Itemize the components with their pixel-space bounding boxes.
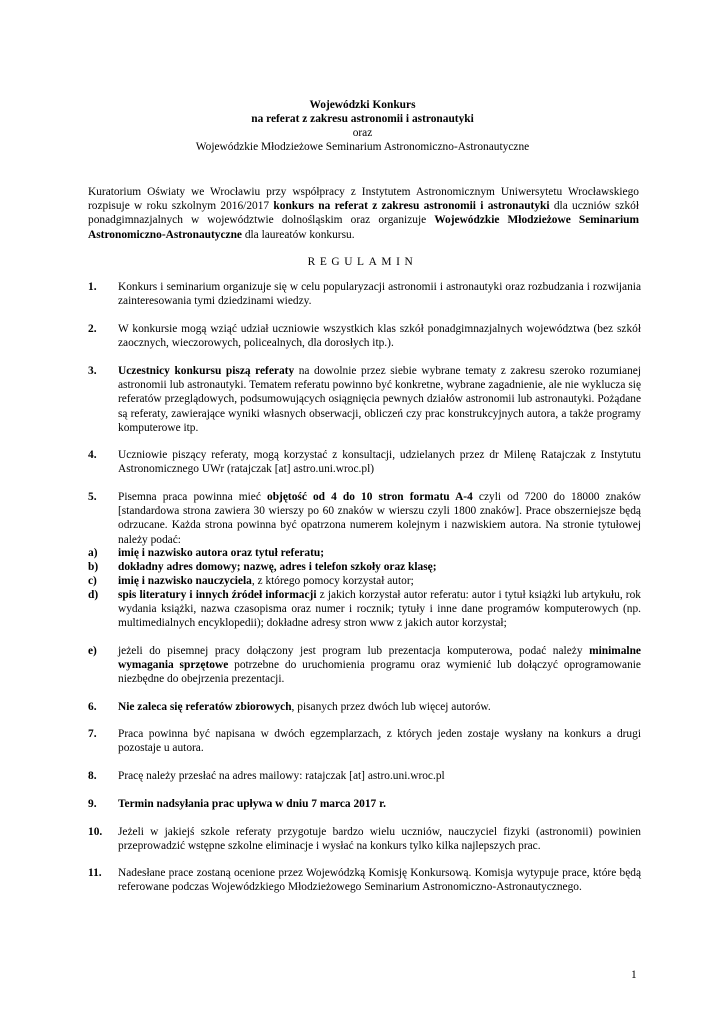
rule-9 bbox=[88, 797, 641, 811]
sub-text bbox=[118, 574, 641, 588]
sub-bold: imię i nazwisko nauczyciela bbox=[118, 575, 252, 587]
rule-text-1: Pisemna praca powinna mieć bbox=[118, 491, 268, 503]
rule-bold: objętość od 4 do 10 stron formatu A-4 bbox=[267, 491, 473, 503]
intro-text-2: dla uczniów szkół ponadgimnazjalnych w województwie dolnośląskim oraz organizuje bbox=[88, 200, 639, 227]
intro-bold-1: konkurs na referat z zakresu astronomii i astronautyki bbox=[273, 200, 550, 213]
rule-7 bbox=[88, 727, 641, 755]
rule-2 bbox=[88, 322, 641, 350]
intro-text-3: dla laureatów konkursu. bbox=[241, 228, 355, 241]
rule-5-a bbox=[88, 546, 641, 560]
intro-paragraph bbox=[88, 185, 639, 242]
sub-label: a) bbox=[88, 547, 98, 559]
rule-text: Uczniowie piszący referaty, mogą korzystać z konsultacji, udzielanych przez dr Milenę Ratajczak z Instytutu Astronomicznego UWr (ratajczak [at] astro.uni.wroc.pl) bbox=[118, 449, 641, 476]
rule-number: 5. bbox=[88, 491, 97, 503]
rule-5-b bbox=[88, 560, 641, 574]
rule-10 bbox=[88, 825, 641, 853]
rule-bold: Nie zaleca się referatów zbiorowych bbox=[118, 701, 292, 713]
rule-number: 8. bbox=[88, 770, 97, 782]
rule-text: Termin nadsyłania prac upływa w dniu 7 marca 2017 r. bbox=[118, 798, 386, 810]
rule-text: Konkurs i seminarium organizuje się w celu popularyzacji astronomii i astronautyki oraz rozbudzania i rozwijania zainteresowania tymi dziedzinami wiedzy. bbox=[118, 281, 641, 308]
rule-5-d bbox=[88, 588, 641, 631]
sub-label: d) bbox=[88, 589, 99, 601]
sub-text bbox=[118, 588, 641, 631]
sub-text bbox=[118, 644, 641, 687]
rule-text-rest: , pisanych przez dwóch lub więcej autorów. bbox=[291, 701, 491, 713]
sub-bold: minimalne wymagania sprzętowe bbox=[118, 645, 641, 672]
rule-text: Nadesłane prace zostaną ocenione przez Wojewódzką Komisję Konkursową. Komisja wytypuje prace, które będą referowane podczas Wojewódzkiego Młodzieżowego Seminarium Astronomiczno-Astronautycznego. bbox=[118, 867, 641, 894]
rule-number: 6. bbox=[88, 701, 97, 713]
title-line-3: oraz bbox=[352, 127, 373, 139]
rule-number: 2. bbox=[88, 323, 97, 335]
rule-number: 1. bbox=[88, 281, 97, 293]
rule-text-2: czyli od 7200 do 18000 znaków [standardowa strona zawiera 30 wierszy po 60 znaków w wierszu czyli 1800 znaków]. Prace obszerniejsze będą odrzucane. Każda strona powinna być opatrzona numerem kolejnym i nazwiskiem autora. Na stronie tytułowej należy podać: bbox=[118, 491, 642, 546]
sub-label: e) bbox=[88, 645, 97, 657]
rule-1 bbox=[88, 280, 641, 308]
sub-text-1: jeżeli do pisemnej pracy dołączony jest program lub prezentacja komputerowa, podać należy bbox=[118, 645, 590, 657]
sub-bold: spis literatury i innych źródeł informacji bbox=[118, 589, 317, 601]
rule-text bbox=[118, 364, 641, 435]
rule-bold: Uczestnicy konkursu piszą referaty bbox=[118, 365, 295, 377]
rule-number: 3. bbox=[88, 365, 97, 377]
rule-text: Jeżeli w jakiejś szkole referaty przygotuje bardzo wielu uczniów, nauczyciel fizyki (astronomii) powinien przeprowadzić wstępne szkolne eliminacje i wysłać na konkurs tylko kilka najlepszych prac. bbox=[118, 826, 641, 853]
page-number: 1 bbox=[631, 969, 637, 981]
rule-text: Pracę należy przesłać na adres mailowy: ratajczak [at] astro.uni.wroc.pl bbox=[118, 770, 445, 782]
rule-text bbox=[118, 700, 641, 714]
sub-text-2: potrzebne do uruchomienia programu oraz wymienić lub dołączyć oprogramowanie niezbędne do obejrzenia prezentacji. bbox=[118, 659, 641, 686]
rule-text bbox=[118, 490, 641, 547]
title-line-4: Wojewódzkie Młodzieżowe Seminarium Astronomiczno-Astronautyczne bbox=[195, 141, 530, 153]
document-header bbox=[0, 98, 725, 154]
sub-text: dokładny adres domowy; nazwę, adres i telefon szkoły oraz klasę; bbox=[118, 561, 437, 573]
rule-4 bbox=[88, 448, 641, 476]
sub-label: c) bbox=[88, 575, 97, 587]
title-line-1: Wojewódzki Konkurs bbox=[309, 99, 416, 111]
intro-bold-2: Wojewódzkie Młodzieżowe Seminarium Astronomiczno-Astronautyczne bbox=[88, 214, 639, 241]
title-line-2: na referat z zakresu astronomii i astronautyki bbox=[251, 113, 474, 125]
rule-number: 7. bbox=[88, 728, 97, 740]
rule-11 bbox=[88, 866, 641, 894]
rule-text: W konkursie mogą wziąć udział uczniowie wszystkich klas szkół ponadgimnazjalnych województwa (bez szkół zaocznych, wieczorowych, policealnych, dla dorosłych itp.). bbox=[118, 323, 641, 350]
rule-5-e bbox=[88, 644, 641, 687]
sub-text-rest: z jakich korzystał autor referatu: autor i tytuł książki lub artykułu, rok wydania książki, nazwa czasopisma oraz numer i rocznik; tytuły i inne dane programów komputerowych (np. multimedialnych encyklopedii); dokładne adresy stron www z jakich autor korzystał; bbox=[118, 589, 641, 630]
rule-number: 9. bbox=[88, 798, 97, 810]
sub-text-rest: , z którego pomocy korzystał autor; bbox=[251, 575, 414, 587]
rule-number: 11. bbox=[88, 867, 102, 879]
rule-6 bbox=[88, 700, 641, 714]
rule-8 bbox=[88, 769, 641, 783]
rule-number: 10. bbox=[88, 826, 103, 838]
rule-number: 4. bbox=[88, 449, 97, 461]
rule-3 bbox=[88, 364, 641, 435]
sub-label: b) bbox=[88, 561, 99, 573]
sub-text: imię i nazwisko autora oraz tytuł referatu; bbox=[118, 547, 325, 559]
rule-text-rest: na dowolnie przez siebie wybrane tematy z zakresu szeroko rozumianej astronomii lub astronautyki. Tematem referatu powinno być konkretne, wybrane zagadnienie, ale nie wyklucza się referatów przeglądowych, podsumowujących osiągnięcia pewnych działów astronomii lub astronautyki. Pożądane są referaty, zawierające wyniki własnych obserwacji, obliczeń czy prac konstrukcyjnych autora, a także programy komputerowe itp. bbox=[118, 365, 641, 434]
rule-5-c bbox=[88, 574, 641, 588]
rule-text: Praca powinna być napisana w dwóch egzemplarzach, z których jeden zostaje wysłany na konkurs a drugi pozostaje u autora. bbox=[118, 728, 641, 755]
rule-5 bbox=[88, 490, 641, 547]
regulamin-heading: REGULAMIN bbox=[307, 256, 418, 268]
intro-text-1: Kuratorium Oświaty we Wrocławiu przy współpracy z Instytutem Astronomicznym Uniwersytetu Wrocławskiego rozpisuje w roku szkolnym 2016/2017 bbox=[88, 186, 639, 213]
